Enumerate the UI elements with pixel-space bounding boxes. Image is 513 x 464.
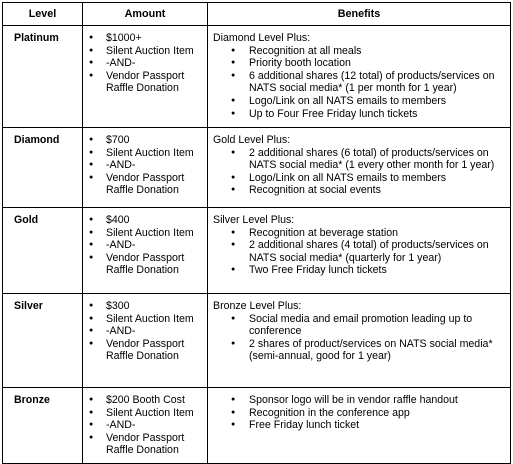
benefit-item: ● 2 shares of product/services on NATS social media* (semi-annual, good for 1 year): [213, 338, 506, 363]
level-name: Silver: [3, 294, 83, 388]
amount-cell: [83, 294, 208, 388]
benefit-item: ● Social media and email promotion leading up to conference: [213, 313, 506, 338]
amount-cell: [83, 208, 208, 294]
level-name: Platinum: [3, 26, 83, 128]
benefit-item: ● Free Friday lunch ticket: [213, 419, 506, 432]
benefit-item: ● Recognition at all meals: [213, 45, 506, 58]
header-amount: Amount: [83, 3, 208, 26]
amount-cell: [83, 26, 208, 128]
table-row: [3, 26, 511, 128]
amount-item: ● -AND-: [83, 159, 205, 172]
level-name: Diamond: [3, 128, 83, 208]
benefit-item: ● Sponsor logo will be in vendor raffle handout: [213, 394, 506, 407]
table-row: [3, 388, 511, 464]
amount-item: ● Silent Auction Item: [83, 227, 205, 240]
level-name: Gold: [3, 208, 83, 294]
amount-item: ● Silent Auction Item: [83, 147, 205, 160]
benefit-item: ● Priority booth location: [213, 57, 506, 70]
amount-item: ● Vendor Passport Raffle Donation: [83, 432, 205, 457]
table-row: [3, 208, 511, 294]
benefits-heading: Silver Level Plus:: [213, 214, 295, 226]
amount-list: [83, 300, 205, 363]
benefit-item: ● 2 additional shares (4 total) of products/services on NATS social media* (quarterly for 1 year): [213, 239, 506, 264]
benefits-heading: Gold Level Plus:: [213, 134, 291, 146]
benefits-cell: [208, 128, 511, 208]
amount-item: ● Vendor Passport Raffle Donation: [83, 252, 205, 277]
amount-item: ● Vendor Passport Raffle Donation: [83, 172, 205, 197]
benefit-item: ● Logo/Link on all NATS emails to members: [213, 95, 506, 108]
benefit-item: ● Up to Four Free Friday lunch tickets: [213, 108, 506, 121]
table-row: [3, 128, 511, 208]
header-row: [3, 3, 511, 26]
benefit-list: [213, 313, 506, 363]
benefit-item: ● Recognition in the conference app: [213, 407, 506, 420]
amount-list: [83, 214, 205, 277]
amount-item: ● -AND-: [83, 239, 205, 252]
amount-item: ● Vendor Passport Raffle Donation: [83, 338, 205, 363]
amount-item: ● -AND-: [83, 419, 205, 432]
benefits-cell: [208, 388, 511, 464]
benefit-item: ● Two Free Friday lunch tickets: [213, 264, 506, 277]
benefits-cell: [208, 26, 511, 128]
amount-list: [83, 134, 205, 197]
benefit-item: ● Recognition at social events: [213, 184, 506, 197]
benefits-cell: [208, 294, 511, 388]
amount-item: ● $400: [83, 214, 205, 227]
benefit-item: ● 2 additional shares (6 total) of products/services on NATS social media* (1 every other month for 1 year): [213, 147, 506, 172]
benefit-item: ● Logo/Link on all NATS emails to members: [213, 172, 506, 185]
benefit-item: ● Recognition at beverage station: [213, 227, 506, 240]
benefit-item: ● 6 additional shares (12 total) of products/services on NATS social media* (1 per month for 1 year): [213, 70, 506, 95]
table-row: [3, 294, 511, 388]
benefit-list: [213, 147, 506, 197]
benefit-list: [213, 394, 506, 432]
amount-item: ● Silent Auction Item: [83, 313, 205, 326]
benefits-heading: Bronze Level Plus:: [213, 300, 302, 312]
amount-item: ● -AND-: [83, 57, 205, 70]
header-benefits: Benefits: [208, 3, 511, 26]
sponsorship-levels-table: [2, 2, 511, 464]
amount-item: ● $700: [83, 134, 205, 147]
amount-cell: [83, 388, 208, 464]
benefit-list: [213, 227, 506, 277]
benefit-list: [213, 45, 506, 121]
benefits-heading: Diamond Level Plus:: [213, 32, 311, 44]
level-name: Bronze: [3, 388, 83, 464]
amount-list: [83, 32, 205, 95]
amount-item: ● $300: [83, 300, 205, 313]
amount-item: ● $1000+: [83, 32, 205, 45]
header-level: Level: [3, 3, 83, 26]
amount-list: [83, 394, 205, 457]
amount-item: ● Silent Auction Item: [83, 407, 205, 420]
benefits-cell: [208, 208, 511, 294]
amount-item: ● Silent Auction Item: [83, 45, 205, 58]
amount-cell: [83, 128, 208, 208]
amount-item: ● -AND-: [83, 325, 205, 338]
amount-item: ● $200 Booth Cost: [83, 394, 205, 407]
amount-item: ● Vendor Passport Raffle Donation: [83, 70, 205, 95]
